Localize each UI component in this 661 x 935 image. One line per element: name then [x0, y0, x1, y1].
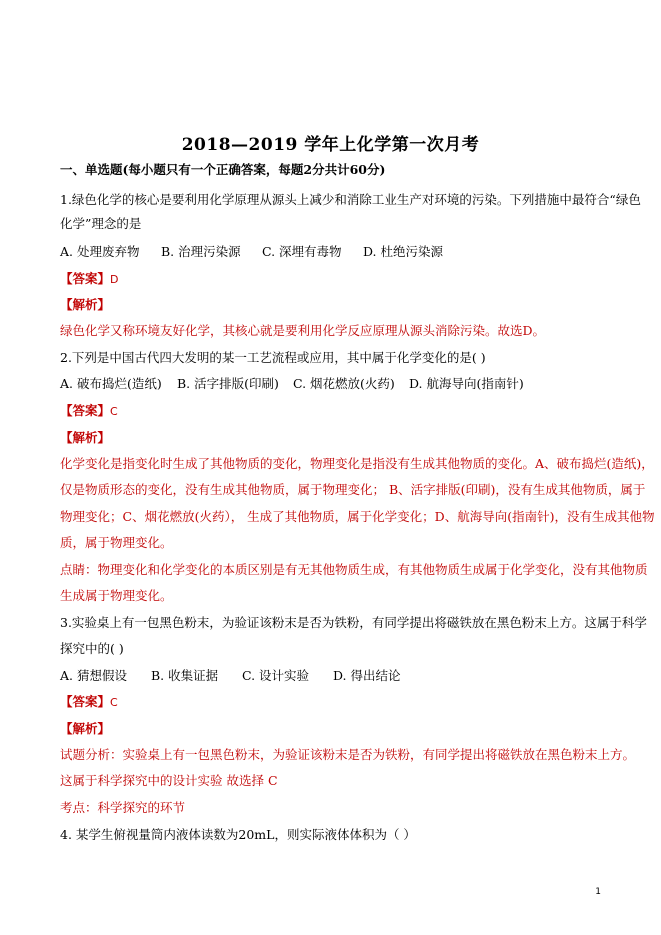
q1-option-b: B. 治理污染源 [160, 244, 241, 259]
q2-analysis-line: 物理变化；C、烟花燃放(火药）， 生成了其他物质，属于化学变化；D、航海导向(指南针)，没有生成其他物 [60, 509, 655, 524]
q3-analysis-line: 这属于科学探究中的设计实验 故选择 C [60, 773, 278, 788]
q2-tip-line: 点睛：物理变化和化学变化的本质区别是有无其他物质生成，有其他物质生成属于化学变化，没有其他物质 [60, 562, 648, 577]
q2-tip-line: 生成属于物理变化。 [60, 588, 173, 603]
q3-option-c: C. 设计实验 [241, 668, 310, 683]
answer-label: 【答案】 [60, 403, 111, 418]
q2-answer [60, 402, 605, 421]
q2-analysis-label: 【解析】 [60, 430, 111, 445]
q3-answer [60, 693, 605, 712]
q3-stem-line1: 3.实验桌上有一包黑色粉末，为验证该粉末是否为铁粉，有同学提出将磁铁放在黑色粉末上方。这属于科学 [60, 615, 647, 630]
q1-options [60, 243, 605, 261]
answer-label: 【答案】 [60, 694, 111, 709]
section-heading: 一、单选题(每小题只有一个正确答案，每题2分共计60分) [60, 162, 386, 177]
q3-option-d: D. 得出结论 [332, 668, 401, 683]
q3-answer-value: C [110, 696, 118, 709]
q3-option-a: A. 猜想假设 [60, 668, 127, 683]
q2-option-b: B. 活字排版(印刷) [176, 376, 279, 391]
q1-analysis-label: 【解析】 [60, 297, 111, 312]
q2-analysis-line: 质，属于物理变化。 [60, 535, 173, 550]
q1-option-d: D. 杜绝污染源 [362, 244, 443, 259]
q1-stem-line2: 化学”理念的是 [60, 216, 142, 231]
q1-answer-value: D [110, 273, 119, 286]
q3-exam-point: 考点：科学探究的环节 [60, 800, 186, 815]
page-number: 1 [595, 887, 601, 897]
q2-option-d: D. 航海导向(指南针) [408, 376, 524, 391]
q3-options [60, 667, 605, 685]
q3-option-b: B. 收集证据 [150, 668, 219, 683]
q2-analysis-line: 化学变化是指变化时生成了其他物质的变化，物理变化是指没有生成其他物质的变化。A、破布捣烂(造纸)， [60, 456, 654, 471]
q1-analysis: 绿色化学又称环境友好化学，其核心就是要利用化学反应原理从源头消除污染。故选D。 [60, 323, 546, 338]
q3-stem-line2: 探究中的( ) [60, 641, 124, 656]
q3-analysis-label: 【解析】 [60, 721, 111, 736]
q3-analysis-line: 试题分析：实验桌上有一包黑色粉末，为验证该粉末是否为铁粉，有同学提出将磁铁放在黑色粉末上方。 [60, 747, 636, 762]
q2-stem: 2.下列是中国古代四大发明的某一工艺流程或应用，其中属于化学变化的是( ) [60, 350, 486, 365]
q2-option-c: C. 烟花燃放(火药) [292, 376, 395, 391]
q2-answer-value: C [110, 405, 118, 418]
q1-option-c: C. 深埋有毒物 [261, 244, 342, 259]
answer-label: 【答案】 [60, 271, 111, 286]
q1-option-a: A. 处理废弃物 [60, 244, 140, 259]
page-title: 2018—2019 学年上化学第一次月考 [181, 135, 480, 155]
q4-stem: 4. 某学生俯视量筒内液体读数为20mL，则实际液体体积为（ ） [60, 827, 416, 842]
q2-option-a: A. 破布捣烂(造纸) [60, 376, 162, 391]
q1-answer [60, 270, 605, 289]
q2-analysis-line: 仅是物质形态的变化，没有生成其他物质，属于物理变化； B、活字排版(印刷)，没有生成其他物质，属于 [60, 482, 646, 497]
q1-stem-line1: 1.绿色化学的核心是要利用化学原理从源头上减少和消除工业生产对环境的污染。下列措施中最符合“绿色 [60, 192, 641, 207]
q2-options [60, 375, 605, 393]
